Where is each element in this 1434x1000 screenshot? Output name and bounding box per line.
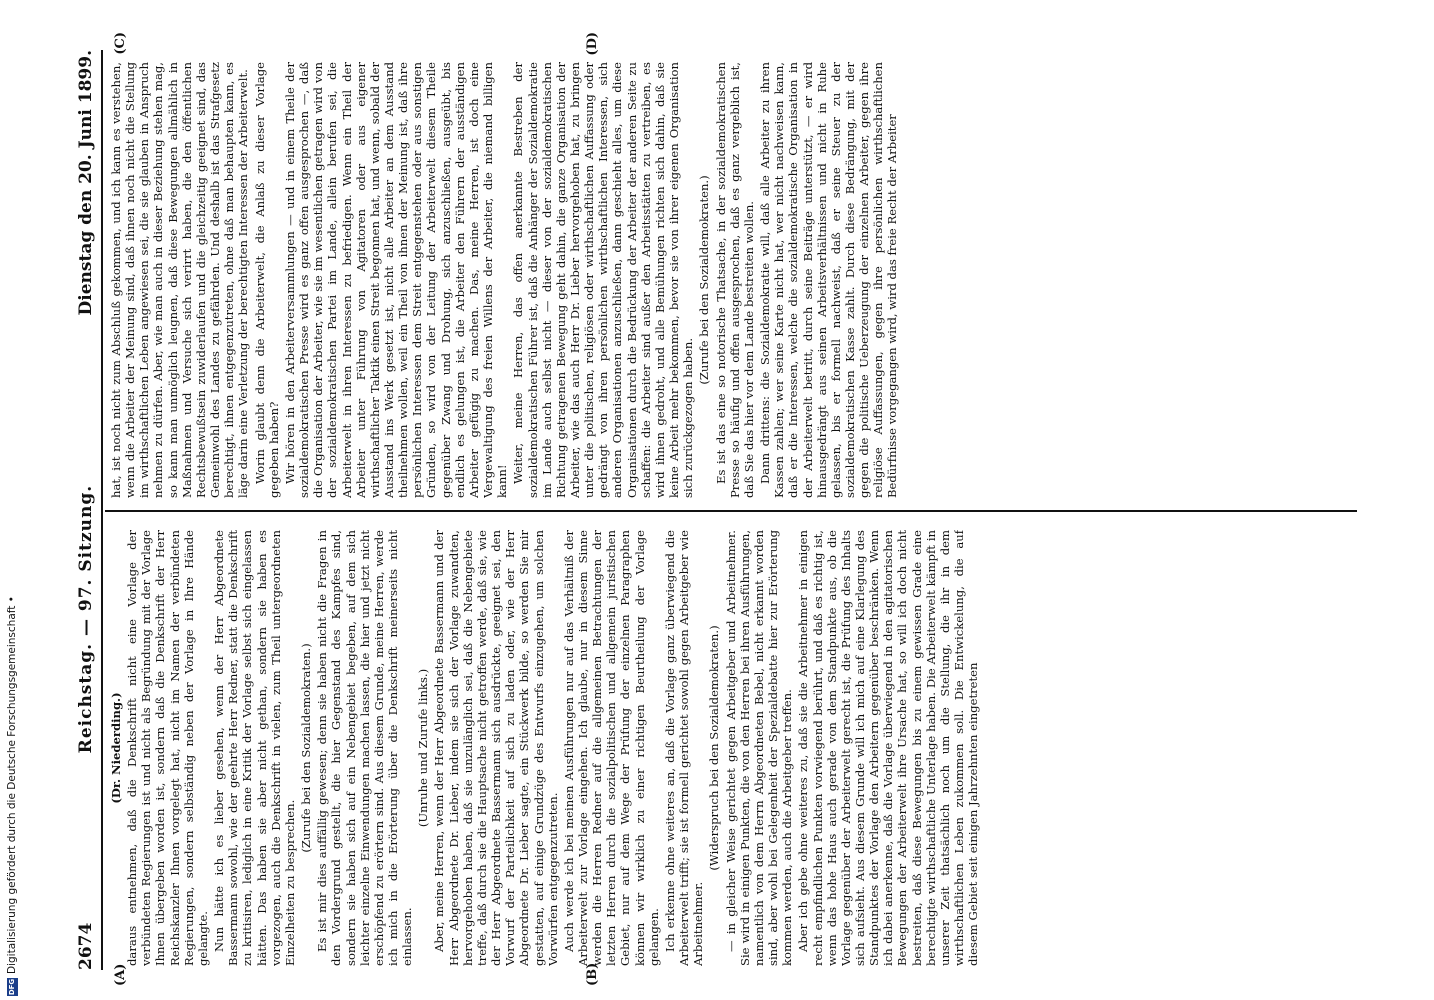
speaker-name: (Dr. Niederding.) bbox=[109, 692, 123, 804]
paragraph: Auch werde ich bei meinen Ausführungen nur auf das Verhältniß der Arbeiterwelt zur Vorlage eingehen. Ich glaube, nur in diesem Sinne werden die Herren Redner auf die allgemeinen Betrachtungen der letzten Herren durch die sozialpolitischen und allgemein juristischen Gebiet, nur auf dem Wege der Prüfung der einzelnen Paragraphen können wir wirklich zu einer richtigen Beurtheilung der Vorlage gelangen. bbox=[561, 530, 661, 966]
paragraph: Dann drittens: die Sozialdemokratie will, daß alle Arbeiter zu ihren Kassen zahlen; wer seine Karte nicht hat, wer nicht nachweisen kann, daß er die Interessen, welche die sozialdemokratische Organisation in der Arbeiterwelt betritt, durch seine Beiträge unterstützt, — er wird hinausgedrängt aus seinen Arbeitsverhältnissen und nicht in Ruhe gelassen, bis er formell nachweist, daß er seine Steuer zu der sozialdemokratischen Kasse zahlt. Durch diese Bedrängung, mit der gegen die politische Ueberzeugung der einzelnen Arbeiter, gegen ihre religiöse Auffassungen, gegen ihre persönlichen wirthschaftlichen Bedürfnisse vorgegangen wird, wird das freie Recht der Arbeiter bbox=[758, 62, 900, 498]
dfg-logo-icon: DFG bbox=[7, 978, 16, 996]
margin-marker-b: (B) bbox=[585, 962, 600, 986]
paragraph: Aber ich gebe ohne weiteres zu, daß sie die Arbeitnehmer in einigen recht empfindlichen Punkten vorwiegend berührt, und daß es richtig ist, wenn das hohe Haus auch gerade von dem Standpunkte aus, ob die Vorlage gegenüber der Arbeiterwelt gerecht ist, die Prüfung des Inhalts sich aufsieht. Aus diesem Grunde will ich mich auf eine Klarlegung des Standpunktes der Vorlage den Arbeitern gegenüber beschränken. Wenn ich dabei anerkenne, daß die Vorlage überwiegend in den agitatorischen Bewegungen der Arbeiterwelt ihre Ursache hat, so will ich doch nicht bestreiten, daß diese Bewegungen bis zu einem gewissen Grade eine berechtigte wirthschaftliche Unterlage haben. Die Arbeiterwelt kämpft in unserer Zeit thatsächlich noch um die Stellung, die ihr in dem wirthschaftlichen Leben zukommen soll. Die Entwickelung, die auf diesem Gebiet seit einigen Jahrzehnten eingetreten bbox=[796, 530, 981, 966]
paragraph: Es ist mir dies auffällig gewesen; denn sie haben nicht die Fragen in den Vordergrund gestellt, die hier Gegenstand des Kampfes sind, sondern sie haben sich auf ein Nebengebiet begeben, auf dem sich leichter einzelne Einwendungen machen lassen, die hier und jetzt nicht erschöpfend zu erörtern sind. Aus diesem Grunde, meine Herren, werde ich mich in die Erörterung über die Denkschrift meinerseits nicht einlassen. bbox=[315, 530, 415, 966]
header-title: Reichstag. — 97. Sitzung. bbox=[76, 484, 96, 754]
page-header bbox=[71, 50, 103, 970]
credit-strip bbox=[2, 356, 22, 996]
right-column bbox=[109, 62, 1357, 498]
interjection: (Widerspruch bei den Sozialdemokraten.) bbox=[707, 625, 722, 871]
paragraph: daraus entnehmen, daß die Denkschrift nicht eine Vorlage der verbündeten Regierungen ist und nicht als Begründung mit der Vorlage Ihnen übergeben worden ist, sondern daß die Denkschrift der Herr Reichskanzler Ihnen vorgelegt hat, nicht im Namen der verbündeten Regierungen, sondern selbständig neben der Vorlage in Ihre Hände gelangte. bbox=[125, 530, 210, 966]
interjection: (Zurufe bei den Sozialdemokraten.) bbox=[697, 175, 712, 385]
interjection: (Unruhe und Zurufe links.) bbox=[416, 668, 431, 828]
paragraph: Wir hören in den Arbeiterversammlungen — und in einem Theile der sozialdemokratischen Presse wird es ganz offen ausgesprochen —, daß die Organisation der Arbeiter, wie sie im wesentlichen getragen wird von der sozialdemokratischen Partei im Lande, allein berufen sei, die Arbeiterwelt in ihren Interessen zu befriedigen. Wenn ein Theil der Arbeiter unter Führung von Agitatoren oder aus eigener wirthschaftlicher Taktik einen Streit begonnen hat, und wenn, sobald der Ausstand ins Werk gesetzt ist, nicht alle Arbeiter an dem Ausstand theilnehmen wollen, weil ein Theil von ihnen der Meinung ist, daß ihre persönlichen Interessen dem Streit entgegenstehen oder aus sonstigen Gründen, so wird von der Leitung der Arbeiterwelt diesem Theile gegenüber Zwang und Drohung, sich anzuschließen, ausgeübt, bis endlich es gelungen ist, die Arbeiter den Führern der ausständigen Arbeiter gefügig zu machen. Das, meine Herren, ist doch eine Vergewaltigung des freien Willens der Arbeiter, die niemand billigen kann! bbox=[282, 62, 510, 498]
margin-marker-a: (A) bbox=[113, 963, 128, 986]
paragraph: Aber, meine Herren, wenn der Herr Abgeordnete Bassermann und der Herr Abgeordnete Dr. Lieber, indem sie sich der Vorlage zuwandten, hervorgehoben haben, daß sie unzulänglich sei, daß die Nebengebiete treffe, daß durch sie die Hauptsache nicht getroffen werde, daß sie, wie der Herr Abgeordnete Bassermann sich ausdrückte, geeignet sei, den Vorwurf der Parteilichkeit auf sich zu laden oder, wie der Herr Abgeordnete Dr. Lieber sagte, ein Stückwerk bilde, so werden Sie mir gestatten, auf einige Grundzüge des Entwurfs einzugehen, um solchen Vorwürfen entgegenzutreten. bbox=[432, 530, 560, 966]
margin-marker-d: (D) bbox=[585, 32, 600, 56]
margin-marker-c: (C) bbox=[113, 32, 128, 55]
paragraph: Weiter, meine Herren, das offen anerkannte Bestreben der sozialdemokratischen Führer ist, daß die Anhänger der Sozialdemokratie im Lande auch selbst nicht — dieser von der sozialdemokratischen Richtung getragenen Bewegung geht dahin, die ganze Organisation der Arbeiter, wie das auch Herr Dr. Lieber hervorgehoben hat, zu bringen unter die politischen, religiösen oder wirthschaftlichen Auffassung oder gedrängt von ihren persönlichen wirthschaftlichen Interessen, sich anderen Organisationen anzuschließen, dann geschieht alles, um diese Organisationen durch die Bedrückung der Arbeiter der anderen Seite zu schaffen: die Arbeiter sind außer den Arbeitsstätten zu vertreiben, es wird ihnen gedroht, und alle Bemühungen richten sich dahin, daß sie keine Arbeit mehr bekommen, bevor sie von ihrer eigenen Organisation sich zurückgezogen haben. bbox=[511, 62, 696, 498]
page-number: 2674 bbox=[76, 922, 96, 970]
paragraph: Ich erkenne ohne weiteres an, daß die Vorlage ganz überwiegend die Arbeiterwelt trifft; sie ist formell gerichtet sowohl gegen Arbeitgeber wie Arbeitnehmer. bbox=[662, 530, 706, 966]
paragraph: — in gleicher Weise gerichtet gegen Arbeitgeber und Arbeitnehmer. Sie wird in einigen Punkten, die von den Herren bei ihren Ausführungen, namentlich von dem Herrn Abgeordneten Bebel, nicht erkannt worden sind, aber wohl bei Gelegenheit der Spezialdebatte hier zur Erörterung kommen werden, auch die Arbeitgeber treffen. bbox=[723, 530, 795, 966]
credit-text: Digitalisierung gefördert durch die Deutsche Forschungsgemeinschaft • bbox=[6, 596, 18, 974]
paragraph: Worin glaubt denn die Arbeiterwelt, die Anlaß zu dieser Vorlage gegeben haben? bbox=[252, 62, 281, 498]
interjection: (Zurufe bei den Sozialdemokraten.) bbox=[299, 643, 314, 853]
paragraph: hat, ist noch nicht zum Abschluß gekommen, und ich kann es verstehen, wenn die Arbeiter der Meinung sind, daß ihnen noch nicht die Stellung im wirthschaftlichen Leben angewiesen sei, die sie glauben in Anspruch nehmen zu dürfen. Aber, wie man auch in dieser Beziehung stehen mag, so kann man unmöglich leugnen, daß diese Bewegungen allmählich in Maßnahmen und Versuche sich verirrt haben, die den öffentlichen Rechtsbewußtsein zuwiderlaufen und die gleichzeitig geeignet sind, das Gemeinwohl des Landes zu gefährden. Und deshalb ist das Strafgesetz berechtigt, ihnen entgegenzutreten, ohne daß man behaupten kann, es läge darin eine Verletzung der berechtigten Interessen der Arbeiterwelt. bbox=[109, 62, 251, 498]
column-divider bbox=[105, 510, 1357, 512]
left-column bbox=[109, 530, 1357, 966]
paragraph: Es ist das eine so notorische Thatsache, in der sozialdemokratischen Presse so häufig und offen ausgesprochen, daß es ganz vergeblich ist, daß Sie das hier vor dem Lande bestreiten wollen. bbox=[713, 62, 756, 498]
rotated-page bbox=[65, 30, 1365, 990]
header-date: Dienstag den 20. Juni 1899. bbox=[76, 50, 96, 316]
paragraph: Nun hätte ich es lieber gesehen, wenn der Herr Abgeordnete Bassermann sowohl, wie der geehrte Herr Redner, statt die Denkschrift zu kritisiren, lediglich in eine Kritik der Vorlage selbst sich eingelassen hätten. Das haben sie aber nicht gethan, sondern sie haben es vorgezogen, auch die Denkschrift in vielen, zum Theil untergeordneten Einzelheiten zu besprechen. bbox=[212, 530, 297, 966]
